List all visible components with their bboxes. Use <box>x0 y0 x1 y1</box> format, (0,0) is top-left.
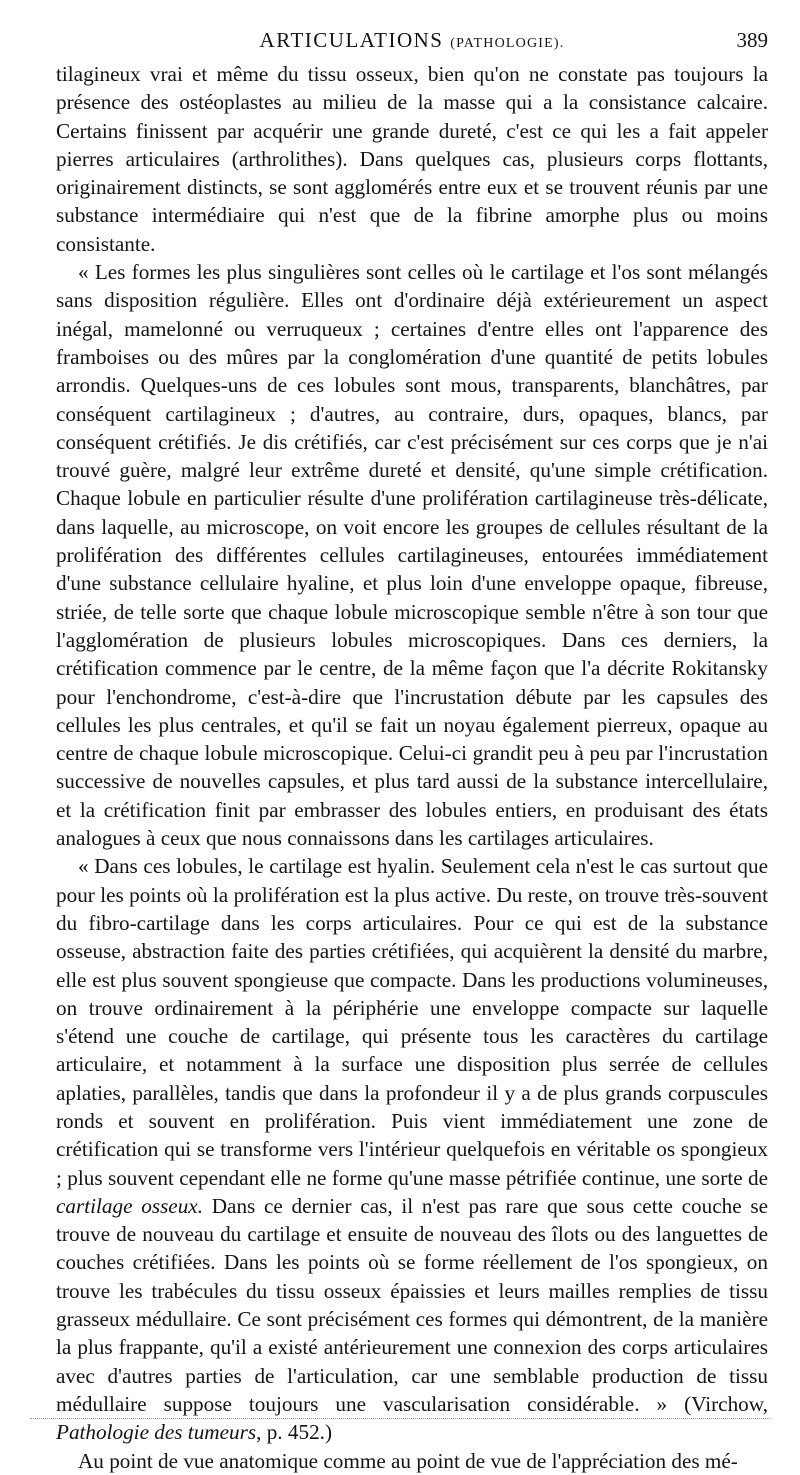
paragraph-quote-lobules-part-1: « Dans ces lobules, le cartilage est hyalin. Seulement cela n'est le cas surtout que pour les points où la prolifération est la plus active. Du reste, on trouve très-souvent du fibro-cartilage dans les corps articulaires. Pour ce qui est de la substance osseuse, abstraction faite des parties crétifiées, qui acquièrent la densité du marbre, elle est plus souvent spongieuse que compacte. Dans les productions volumineuses, on trouve ordinairement à la périphérie une enveloppe compacte sur laquelle s'étend une couche de cartilage, qui présente tous les caractères du cartilage articulaire, et notamment à la surface une disposition plus serrée de cellules aplaties, parallèles, tandis que dans la profondeur il y a de plus grands corpuscules ronds et souvent en prolifération. Puis vient immédiatement une zone de crétification qui se transforme vers l'intérieur quelquefois en véritable os spongieux ; plus souvent cependant elle ne forme qu'une masse pétrifiée continue, une sorte de <box>56 854 768 1190</box>
running-head-title: ARTICULATIONS <box>259 28 444 52</box>
page-number: 389 <box>736 28 768 52</box>
paragraph-quote-lobules <box>56 852 768 1446</box>
paragraph-quote-forms: « Les formes les plus singulières sont celles où le cartilage et l'os sont mélangés sans disposition régulière. Elles ont d'ordinaire déjà extérieurement un aspect inégal, mamelonné ou verruqueux ; certaines d'entre elles ont l'apparence des framboises ou des mûres par la conglomération d'une quantité de petits lobules arrondis. Quelques-uns de ces lobules sont mous, transparents, blanchâtres, par conséquent cartilagineux ; d'autres, au contraire, durs, opaques, blancs, par conséquent crétifiés. Je dis crétifiés, car c'est précisément sur ces corps que je n'ai trouvé guère, malgré leur extrême dureté et densité, qu'une simple crétification. Chaque lobule en particulier résulte d'une prolifération cartilagineuse très-délicate, dans laquelle, au microscope, on voit encore les groupes de cellules résultant de la prolifération des différentes cellules cartilagineuses, entourées immédiatement d'une substance cellulaire hyaline, et plus loin d'une enveloppe opaque, fibreuse, striée, de telle sorte que chaque lobule microscopique semble n'être à son tour que l'agglomération de plusieurs lobules microscopiques. Dans ces derniers, la crétification commence par le centre, de la même façon que l'a décrite Rokitansky pour l'enchondrome, c'est-à-dire que l'incrustation débute par les capsules des cellules les plus centrales, et qu'il se fait un noyau également pierreux, opaque au centre de chaque lobule microscopique. Celui-ci grandit peu à peu par l'incrustation successive de nouvelles capsules, et plus tard aussi de la substance intercellulaire, et la crétification finit par embrasser des lobules entiers, en produisant des états analogues à ceux que nous connaissons dans les cartilages articulaires. <box>56 260 768 851</box>
emphasis-cartilage-osseux: cartilage osseux. <box>56 1193 204 1218</box>
running-head-subtitle: (PATHOLOGIE). <box>450 36 565 51</box>
paragraph-quote-lobules-part-2: Dans ce dernier cas, il n'est pas rare que sous cette couche se trouve de nouveau du cartilage et ensuite de nouveau des îlots ou des languettes de couches crétifiées. Dans les points où se forme réellement de l'os spongieux, on trouve les trabécules du tissu osseux épaissies et leurs mailles remplies de tissu grasseux médullaire. Ce sont précisément ces formes qui démontrent, de la manière la plus frappante, qu'il a existé antérieurement une connexion des corps articulaires avec d'autres parties de l'articulation, car une semblable production de tissu médullaire suppose toujours une vascularisation considérable. » (Virchow, <box>56 1193 768 1416</box>
page-header <box>56 28 768 56</box>
body-text <box>56 60 768 1475</box>
citation-title: Pathologie des tumeurs <box>56 1420 257 1445</box>
paragraph-anatomical-view: Au point de vue anatomique comme au point de vue de l'appréciation des mé- <box>78 1448 738 1473</box>
paragraph-continuation: tilagineux vrai et même du tissu osseux, bien qu'on ne constate pas toujours la présence des ostéoplastes au milieu de la masse qui a la consistance calcaire. Certains finissent par acquérir une grande dureté, c'est ce qui les a fait appeler pierres articulaires (arthrolithes). Dans quelques cas, plusieurs corps flottants, originairement distincts, se sont agglomérés entre eux et se trouvent réunis par une substance intermédiaire qui n'est que de la fibrine amorphe plus ou moins consistante. <box>56 62 768 256</box>
footer-dotted-rule <box>30 1418 770 1419</box>
citation-page: , p. 452.) <box>256 1420 333 1445</box>
running-head <box>56 28 768 53</box>
